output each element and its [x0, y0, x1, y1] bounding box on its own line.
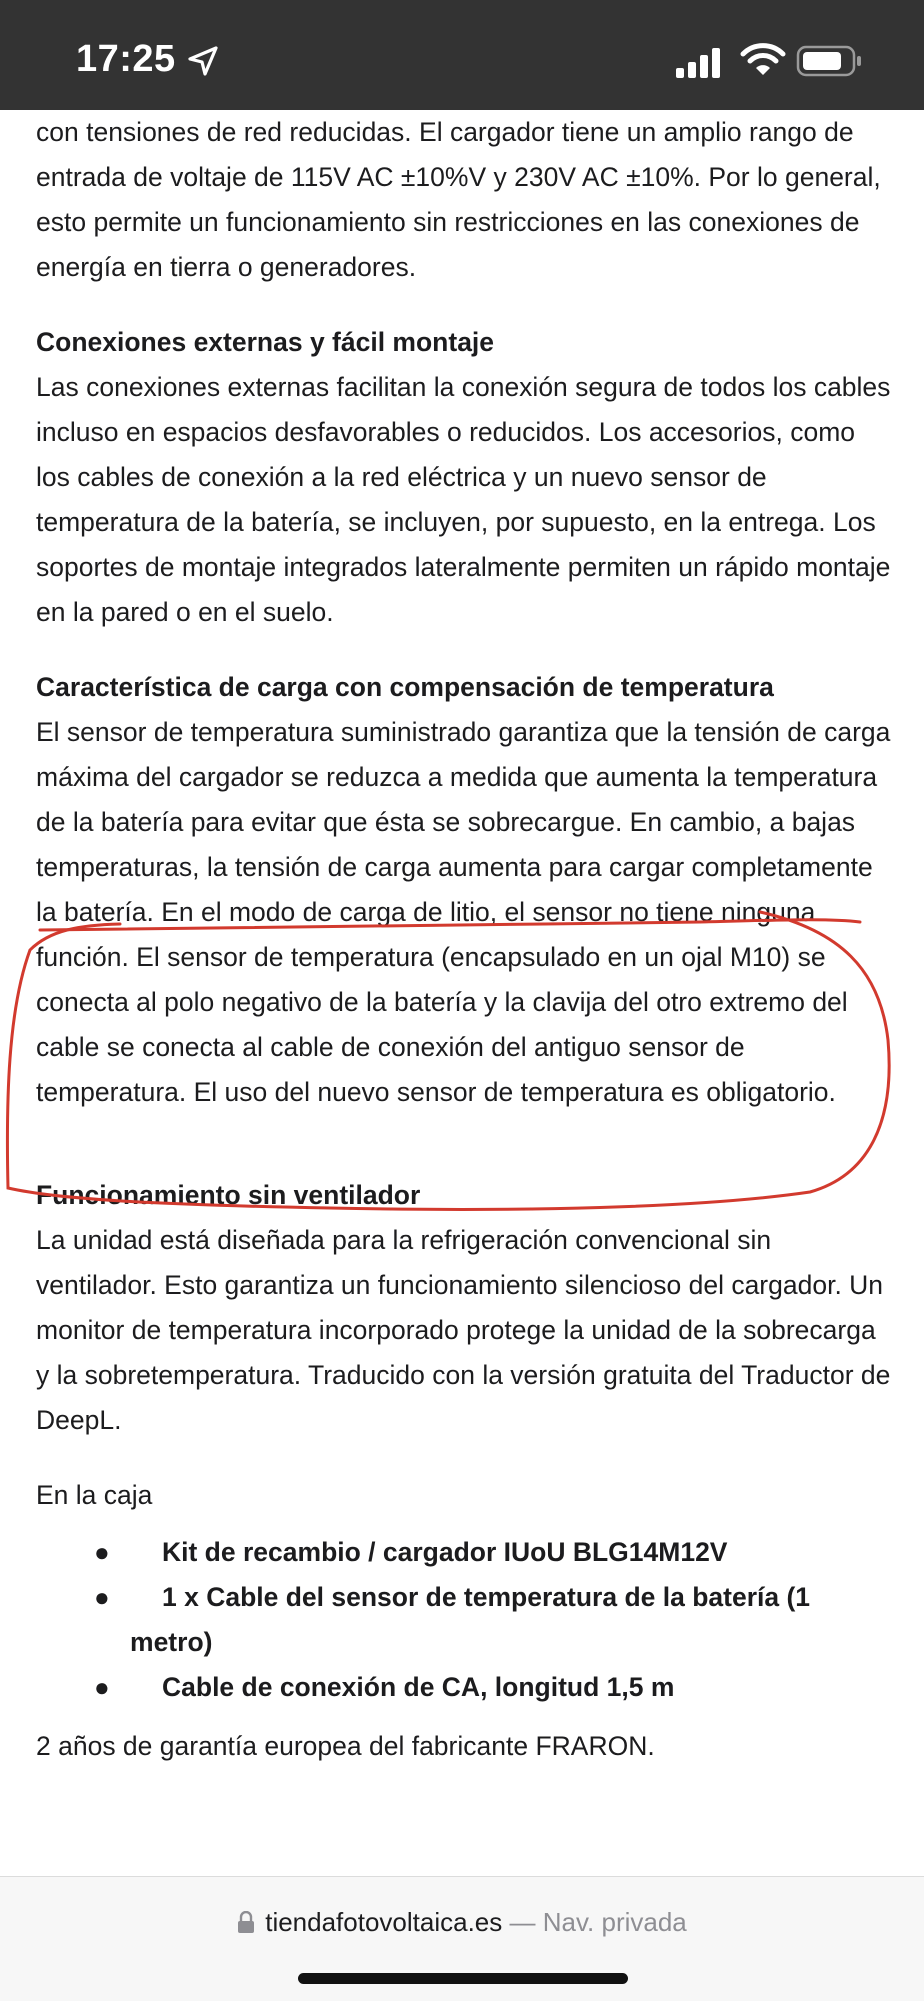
wifi-icon: [740, 42, 786, 78]
section-title-fanless: Funcionamiento sin ventilador: [36, 1180, 421, 1210]
list-item: ● 1 x Cable del sensor de temperatura de la batería (1 metro): [36, 1575, 892, 1665]
box-contents-list: [36, 1530, 892, 1710]
article-content: [36, 110, 892, 1769]
warranty-text: 2 años de garantía europea del fabricante FRARON.: [36, 1731, 655, 1761]
box-heading: En la caja: [36, 1480, 153, 1510]
cellular-signal-icon: [674, 46, 722, 78]
address-bar[interactable]: [0, 1907, 924, 1938]
bullet-icon: ●: [94, 1537, 110, 1567]
section-body-external-connections: Las conexiones externas facilitan la conexión segura de todos los cables incluso en espacios desfavorables o reducidos. Los accesorios, como los cables de conexión a la red eléctrica y un nuevo sensor de temperatura de la batería, se incluyen, por supuesto, en la entrega. Los soportes de montaje integrados lateralmente permiten un rápido montaje en la pared o en el suelo.: [36, 372, 891, 627]
bullet-icon: ●: [94, 1582, 110, 1612]
location-arrow-icon: [186, 44, 220, 78]
status-time: 17:25: [76, 38, 176, 80]
lock-icon: [237, 1911, 255, 1933]
section-body-fanless: La unidad está diseñada para la refrigeración convencional sin ventilador. Esto garantiza un funcionamiento silencioso del cargador. Un monitor de temperatura incorporado protege la unidad de la sobrecarga y la sobretemperatura. Traducido con la versión gratuita del Traductor de DeepL.: [36, 1225, 891, 1435]
bullet-icon: ●: [94, 1672, 110, 1702]
url-separator: —: [509, 1907, 536, 1937]
list-item: ● Kit de recambio / cargador IUoU BLG14M12V: [36, 1530, 892, 1575]
private-mode-label: Nav. privada: [542, 1907, 687, 1937]
battery-icon: [796, 44, 862, 78]
browser-bottom-bar[interactable]: [0, 1876, 924, 2001]
section-title-temperature-compensation: Característica de carga con compensación de temperatura: [36, 672, 774, 702]
section-title-external-connections: Conexiones externas y fácil montaje: [36, 327, 495, 357]
intro-paragraph: con tensiones de red reducidas. El cargador tiene un amplio rango de entrada de voltaje de 115V AC ±10%V y 230V AC ±10%. Por lo general, esto permite un funcionamiento sin restricciones en las conexiones de energía en tierra o generadores.: [36, 117, 881, 282]
list-item: ● Cable de conexión de CA, longitud 1,5 m: [36, 1665, 892, 1710]
section-body-temperature-compensation: El sensor de temperatura suministrado garantiza que la tensión de carga máxima del cargador se reduzca a medida que aumenta la temperatura de la batería para evitar que ésta se sobrecargue. En cambio, a bajas temperaturas, la tensión de carga aumenta para cargar completamente la batería. En el modo de carga de litio, el sensor no tiene ninguna función. El sensor de temperatura (encapsulado en un ojal M10) se conecta al polo negativo de la batería y la clavija del otro extremo del cable se conecta al cable de conexión del antiguo sensor de temperatura. El uso del nuevo sensor de temperatura es obligatorio.: [36, 717, 891, 1107]
status-bar: [0, 0, 924, 110]
url-domain: tiendafotovoltaica.es: [265, 1907, 503, 1937]
home-indicator[interactable]: [298, 1973, 628, 1984]
